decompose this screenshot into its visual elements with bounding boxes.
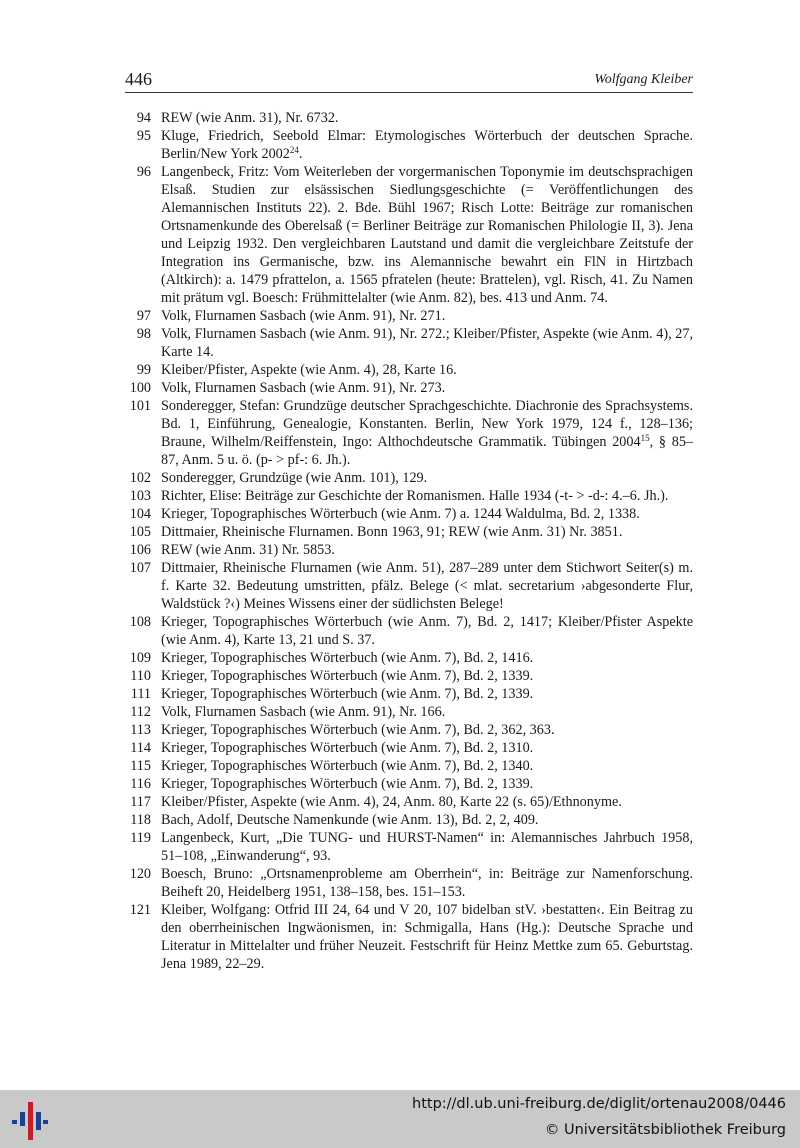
footnote-text-main: Krieger, Topographisches Wörterbuch (wie Anm. 7), Bd. 2, 1339. <box>161 668 534 684</box>
footnote-text-main: Krieger, Topographisches Wörterbuch (wie Anm. 7), Bd. 2, 1417; Kleiber/Pfister Aspekte (wie Anm. 4), Karte 13, 21 und S. 37. <box>161 614 693 648</box>
footnote-number: 114 <box>130 740 151 756</box>
footnote-text-main: Kleiber/Pfister, Aspekte (wie Anm. 4), 24, Anm. 80, Karte 22 (s. 65)/Ethnonyme. <box>161 794 622 810</box>
footnote-number: 111 <box>130 686 151 702</box>
footnote-text-main: Volk, Flurnamen Sasbach (wie Anm. 91), Nr. 273. <box>161 380 446 396</box>
footnote-text-main: Krieger, Topographisches Wörterbuch (wie Anm. 7) a. 1244 Waldulma, Bd. 2, 1338. <box>161 506 640 522</box>
footnote <box>118 127 693 163</box>
footnote <box>118 703 693 721</box>
footnote-text <box>161 865 693 901</box>
footnote-number: 100 <box>129 380 151 396</box>
page-number: 446 <box>125 69 152 89</box>
footnote-number: 121 <box>129 902 151 918</box>
footnote-text <box>161 469 693 487</box>
footnote <box>118 721 693 739</box>
footnote-number: 120 <box>129 866 151 882</box>
page-header <box>125 68 693 93</box>
footnote <box>118 685 693 703</box>
footnote-number: 117 <box>130 794 151 810</box>
footnote <box>118 505 693 523</box>
footnote-text-main: Krieger, Topographisches Wörterbuch (wie Anm. 7), Bd. 2, 362, 363. <box>161 722 555 738</box>
footnote <box>118 811 693 829</box>
footnote-number: 108 <box>129 614 151 630</box>
footnote <box>118 379 693 397</box>
footnote <box>118 829 693 865</box>
footnote-text <box>161 127 693 163</box>
footnote-text-main: Sonderegger, Grundzüge (wie Anm. 101), 129. <box>161 470 428 486</box>
footnote-number: 105 <box>129 524 151 540</box>
footnote <box>118 739 693 757</box>
footnote-text <box>161 613 693 649</box>
footnote-number: 94 <box>136 110 151 126</box>
footnote-text-main: REW (wie Anm. 31), Nr. 6732. <box>161 110 339 126</box>
footnote-text-main: Krieger, Topographisches Wörterbuch (wie Anm. 7), Bd. 2, 1339. <box>161 776 534 792</box>
footnote-text <box>161 307 693 325</box>
footnote-number: 112 <box>130 704 151 720</box>
footnote <box>118 649 693 667</box>
footnote <box>118 775 693 793</box>
footnote-number: 109 <box>129 650 151 666</box>
footnote <box>118 613 693 649</box>
footnote <box>118 469 693 487</box>
footnote <box>118 541 693 559</box>
footnote-number: 113 <box>130 722 151 738</box>
footer-url[interactable]: http://dl.ub.uni-freiburg.de/diglit/ortenau2008/0446 <box>412 1096 786 1112</box>
footnote-text <box>161 505 693 523</box>
footnote-text <box>161 667 693 685</box>
footnote <box>118 793 693 811</box>
footnote <box>118 865 693 901</box>
footnote-number: 104 <box>129 506 151 522</box>
library-logo-icon <box>10 1100 50 1142</box>
footnote-text <box>161 685 693 703</box>
footnote <box>118 559 693 613</box>
footnote-number: 116 <box>130 776 151 792</box>
footnote-text <box>161 559 693 613</box>
footnote-text <box>161 361 693 379</box>
footnote-text-main: Krieger, Topographisches Wörterbuch (wie Anm. 7), Bd. 2, 1339. <box>161 686 534 702</box>
footnote-text <box>161 649 693 667</box>
footnote-number: 107 <box>129 560 151 576</box>
footnote-text <box>161 739 693 757</box>
footnote-number: 97 <box>136 308 151 324</box>
footnote-text-main: Kluge, Friedrich, Seebold Elmar: Etymologisches Wörterbuch der deutschen Sprache. Berlin/New York 2002 <box>161 128 693 162</box>
footnote-number: 96 <box>136 164 151 180</box>
footnote <box>118 361 693 379</box>
footnote-text-main: Krieger, Topographisches Wörterbuch (wie Anm. 7), Bd. 2, 1340. <box>161 758 534 774</box>
footnote <box>118 397 693 469</box>
footer-bar <box>0 1090 800 1148</box>
footnotes-list <box>118 109 693 973</box>
footnote-text-main: Kleiber, Wolfgang: Otfrid III 24, 64 und V 20, 107 bidelban stV. ›bestatten‹. Ein Beitrag zu den oberrheinischen Ingwäonismen, in: Schmigalla, Hans (Hg.): Deutsche Sprache und Literatur in Mittelalter und früher Neuzeit. Festschrift für Heinz Mettke zum 65. Geburtstag. Jena 1989, 22–29. <box>161 902 693 972</box>
footnote-text-main: Sonderegger, Stefan: Grundzüge deutscher Sprachgeschichte. Diachronie des Sprachsystems. Bd. 1, Einführung, Genealogie, Konstanten. Berlin, New York 1979, 124 f., 128–136; Braune, Wilhelm/Reiffenstein, Ingo: Althochdeutsche Grammatik. Tübingen 2004 <box>161 398 693 450</box>
footnote-number: 102 <box>129 470 151 486</box>
footnote-number: 95 <box>136 128 151 144</box>
footnote-text <box>161 811 693 829</box>
footnote-text <box>161 523 693 541</box>
footnote-text-main: Boesch, Bruno: „Ortsnamenprobleme am Oberrhein“, in: Beiträge zur Namenforschung. Beiheft 20, Heidelberg 1951, 138–158, bes. 151–153. <box>161 866 693 900</box>
footnote-text-main: Krieger, Topographisches Wörterbuch (wie Anm. 7), Bd. 2, 1416. <box>161 650 534 666</box>
footnote <box>118 901 693 973</box>
footnote-text-continued: , § 85–87, Anm. 5 u. ö. (p- > pf-: 6. Jh.). <box>161 434 694 468</box>
footnote-text <box>161 325 693 361</box>
footnote-number: 115 <box>130 758 151 774</box>
footnote-text-main: Richter, Elise: Beiträge zur Geschichte der Romanismen. Halle 1934 (-t- > -d-: 4.–6. Jh.). <box>161 488 669 504</box>
footnote <box>118 757 693 775</box>
footnote-text <box>161 829 693 865</box>
footnote <box>118 109 693 127</box>
footnote-text <box>161 109 693 127</box>
footnote-text-main: Bach, Adolf, Deutsche Namenkunde (wie Anm. 13), Bd. 2, 2, 409. <box>161 812 539 828</box>
footnote-number: 106 <box>129 542 151 558</box>
footnote-superscript: 15 <box>640 433 650 443</box>
footnote-text-main: Langenbeck, Fritz: Vom Weiterleben der vorgermanischen Toponymie im deutschsprachigen Elsaß. Studien zur elsässischen Siedlungsgeschichte (= Veröffentlichungen des Alemannischen Instituts 22). 2. Bde. Bühl 1967; Risch Lotte: Beiträge zur romanischen Ortsnamenkunde des Oberelsaß (= Berliner Beiträge zur Romanischen Philologie II, 3). Jena und Leipzig 1932. Den vergleichbaren Lautstand und damit die vergleichbare Zeitstufe der Integration ins Germanische, bzw. ins Alemannische bewahrt ein FlN in Hirtzbach (Altkirch): a. 1479 pfrattelon, a. 1565 pfratelen (heute: Brattelen), vgl. Risch, 41. Zu Namen mit prätum vgl. Boesch: Frühmittelalter (wie Anm. 82), bes. 413 und Anm. 74. <box>161 164 693 306</box>
footnote-number: 119 <box>130 830 151 846</box>
footnote-text <box>161 775 693 793</box>
footnote-text <box>161 163 693 307</box>
footnote-number: 98 <box>136 326 151 342</box>
running-head-author: Wolfgang Kleiber <box>594 72 693 87</box>
footnote-number: 110 <box>130 668 151 684</box>
footnote-text-main: REW (wie Anm. 31) Nr. 5853. <box>161 542 335 558</box>
footnote <box>118 163 693 307</box>
footnote-number: 118 <box>130 812 151 828</box>
footnote-text <box>161 793 693 811</box>
footnote-text-main: Langenbeck, Kurt, „Die TUNG- und HURST-Namen“ in: Alemannisches Jahrbuch 1958, 51–108, „Einwanderung“, 93. <box>161 830 693 864</box>
footnote-text <box>161 541 693 559</box>
footnote-number: 101 <box>129 398 151 414</box>
footer-copyright: © Universitätsbibliothek Freiburg <box>544 1122 786 1138</box>
footnote-text-main: Dittmaier, Rheinische Flurnamen (wie Anm. 51), 287–289 unter dem Stichwort Seiter(s) m. f. Karte 32. Bedeutung umstritten, pfälz. Belege (< mlat. secretarium ›abgesonderte Flur, Waldstück ?‹) Meines Wissens einer der südlichsten Belege! <box>161 560 693 612</box>
footnote <box>118 487 693 505</box>
footnote-text <box>161 901 693 973</box>
footnote-text <box>161 487 693 505</box>
footnote-text <box>161 703 693 721</box>
footnote <box>118 523 693 541</box>
footnote-text-main: Krieger, Topographisches Wörterbuch (wie Anm. 7), Bd. 2, 1310. <box>161 740 534 756</box>
footnote-text-main: Dittmaier, Rheinische Flurnamen. Bonn 1963, 91; REW (wie Anm. 31) Nr. 3851. <box>161 524 623 540</box>
footnote-text <box>161 379 693 397</box>
footnote-number: 99 <box>136 362 151 378</box>
footnote-text-continued: . <box>298 146 303 162</box>
footnote-text-main: Volk, Flurnamen Sasbach (wie Anm. 91), Nr. 272.; Kleiber/Pfister, Aspekte (wie Anm. 4), 27, Karte 14. <box>161 326 693 360</box>
footnote-superscript: 24 <box>289 145 299 155</box>
footnote <box>118 325 693 361</box>
footnote-text-main: Volk, Flurnamen Sasbach (wie Anm. 91), Nr. 166. <box>161 704 446 720</box>
footnote-text <box>161 757 693 775</box>
footnote <box>118 307 693 325</box>
footnote <box>118 667 693 685</box>
footnote-number: 103 <box>129 488 151 504</box>
footnote-text-main: Kleiber/Pfister, Aspekte (wie Anm. 4), 28, Karte 16. <box>161 362 457 378</box>
footnote-text <box>161 397 693 469</box>
footnote-text <box>161 721 693 739</box>
footnote-text-main: Volk, Flurnamen Sasbach (wie Anm. 91), Nr. 271. <box>161 308 446 324</box>
